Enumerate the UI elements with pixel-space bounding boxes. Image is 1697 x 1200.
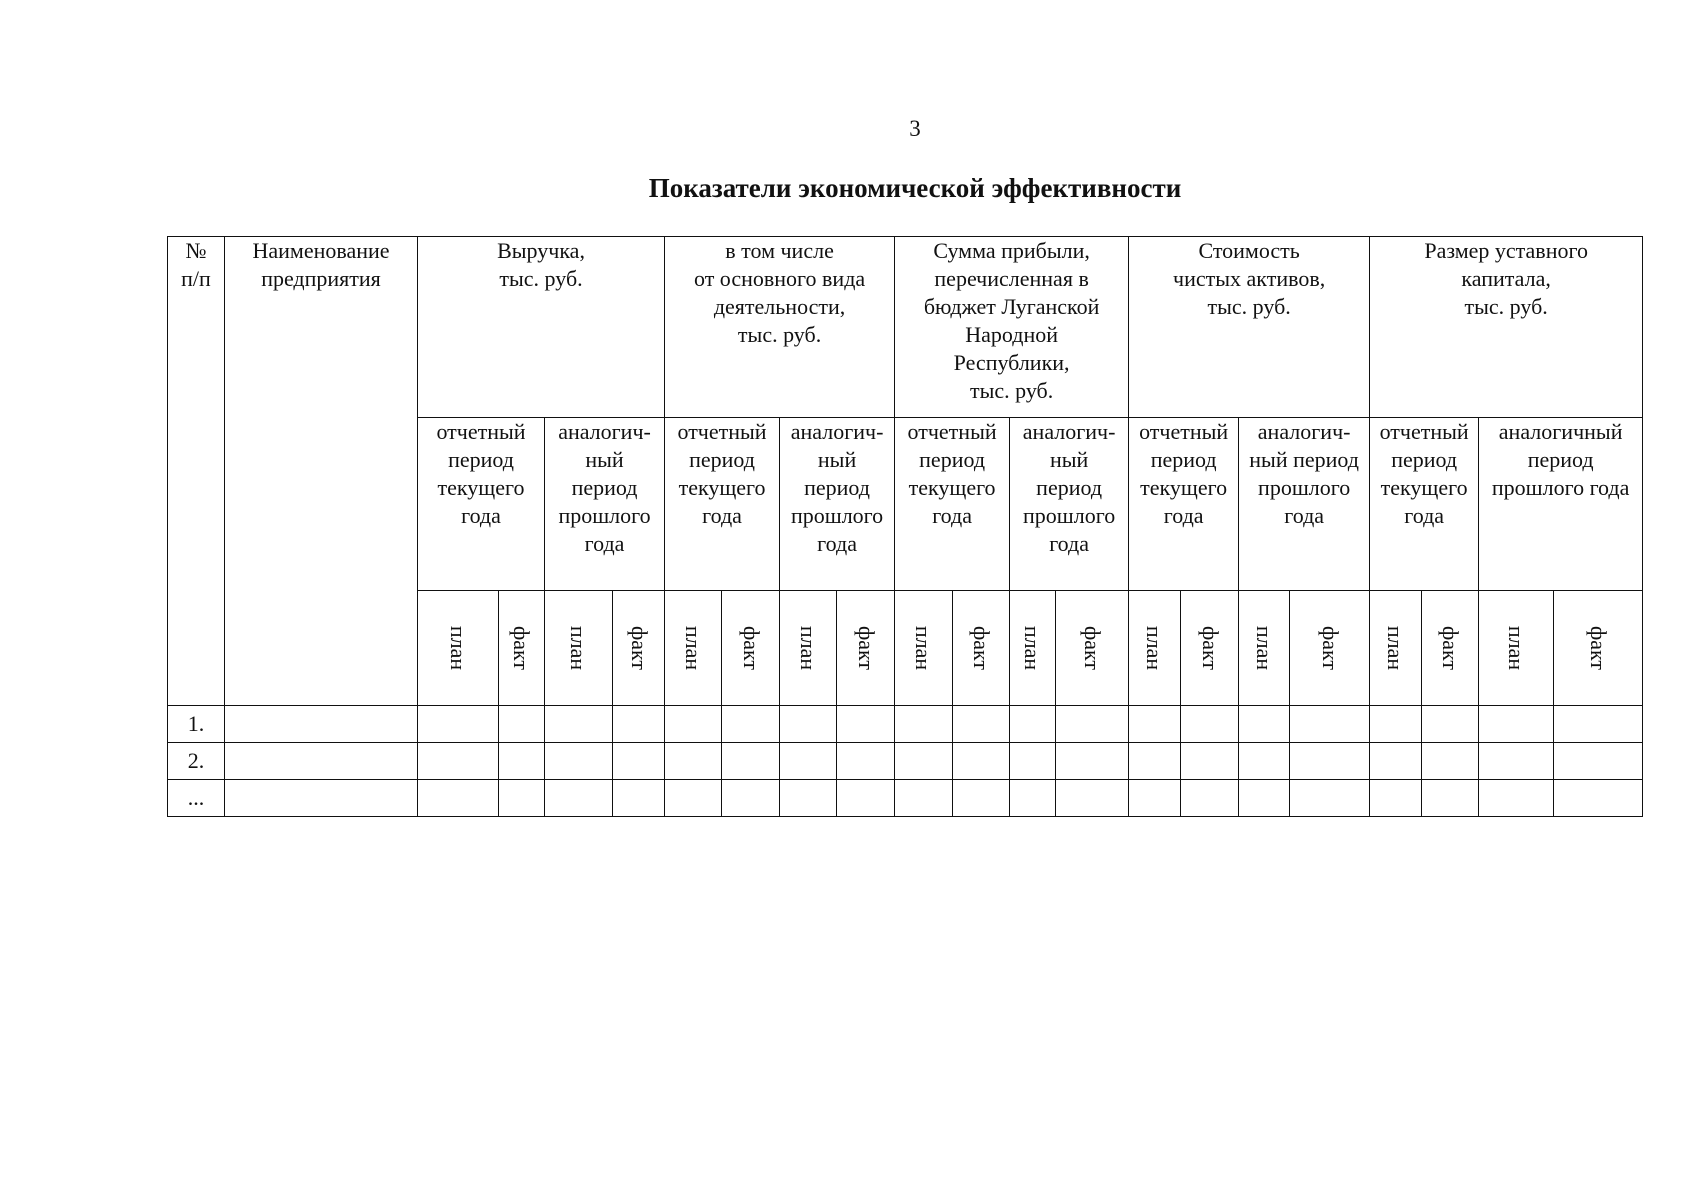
- value-cell: [837, 780, 895, 817]
- fact-label: факт: [969, 625, 995, 671]
- fact-label: факт: [738, 625, 764, 671]
- plan-label: план: [1252, 625, 1278, 671]
- period-header-current: отчетный период текущего года: [1370, 418, 1479, 591]
- period-header-current: отчетный период текущего года: [418, 418, 545, 591]
- value-cell: [499, 706, 545, 743]
- value-cell: [1290, 706, 1370, 743]
- efficiency-table: [167, 236, 1643, 817]
- period-header-current: отчетный период текущего года: [1129, 418, 1239, 591]
- value-cell: [953, 706, 1010, 743]
- value-cell: [665, 780, 722, 817]
- group-header-profit-to-budget: Сумма прибыли, перечисленная в бюджет Луганской Народной Республики, тыс. руб.: [895, 237, 1129, 418]
- value-cell: [1554, 743, 1643, 780]
- value-cell: [895, 780, 953, 817]
- table-row: [168, 706, 1643, 743]
- value-cell: [780, 706, 837, 743]
- value-cell: [1290, 743, 1370, 780]
- fact-label: факт: [1197, 625, 1223, 671]
- value-cell: [722, 780, 780, 817]
- group-header-revenue: Выручка, тыс. руб.: [418, 237, 665, 418]
- value-cell: [1181, 743, 1239, 780]
- value-cell: [1129, 706, 1181, 743]
- plan-header: [545, 591, 613, 706]
- plan-header: [1129, 591, 1181, 706]
- value-cell: [545, 743, 613, 780]
- row-number: 2.: [168, 743, 225, 780]
- plan-label: план: [1383, 625, 1409, 671]
- value-cell: [837, 743, 895, 780]
- plan-label: план: [911, 625, 937, 671]
- fact-header: [1181, 591, 1239, 706]
- value-cell: [613, 743, 665, 780]
- value-cell: [499, 743, 545, 780]
- value-cell: [665, 743, 722, 780]
- group-header-authorized-capital: Размер уставного капитала, тыс. руб.: [1370, 237, 1643, 418]
- plan-header: [665, 591, 722, 706]
- value-cell: [1479, 743, 1554, 780]
- value-cell: [1239, 743, 1290, 780]
- value-cell: [1554, 780, 1643, 817]
- period-header-previous: аналогич- ный период прошлого года: [780, 418, 895, 591]
- fact-header: [1554, 591, 1643, 706]
- fact-label: факт: [853, 625, 879, 671]
- value-cell: [1010, 706, 1056, 743]
- document-title: Показатели экономической эффективности: [648, 173, 1182, 203]
- plan-header: [1239, 591, 1290, 706]
- value-cell: [1290, 780, 1370, 817]
- value-cell: [545, 706, 613, 743]
- value-cell: [1422, 780, 1479, 817]
- value-cell: [613, 706, 665, 743]
- value-cell: [780, 743, 837, 780]
- value-cell: [895, 743, 953, 780]
- value-cell: [1554, 706, 1643, 743]
- group-header-main-activity: в том числе от основного вида деятельности, тыс. руб.: [665, 237, 895, 418]
- value-cell: [1239, 706, 1290, 743]
- fact-label: факт: [1080, 625, 1106, 671]
- value-cell: [1422, 706, 1479, 743]
- plan-header: [1479, 591, 1554, 706]
- value-cell: [499, 780, 545, 817]
- value-cell: [1010, 743, 1056, 780]
- value-cell: [1370, 706, 1422, 743]
- table-body: [168, 706, 1643, 817]
- value-cell: [1010, 780, 1056, 817]
- enterprise-name-cell: [225, 743, 418, 780]
- fact-header: [1422, 591, 1479, 706]
- period-header-previous: аналогич- ный период прошлого года: [545, 418, 665, 591]
- value-cell: [1422, 743, 1479, 780]
- col-header-number: № п/п: [168, 237, 225, 706]
- value-cell: [545, 780, 613, 817]
- plan-label: план: [445, 625, 471, 671]
- enterprise-name-cell: [225, 780, 418, 817]
- fact-label: факт: [626, 625, 652, 671]
- col-header-enterprise-name: Наименование предприятия: [225, 237, 418, 706]
- fact-label: факт: [1438, 625, 1464, 671]
- value-cell: [837, 706, 895, 743]
- value-cell: [953, 743, 1010, 780]
- plan-label: план: [1020, 625, 1046, 671]
- plan-header: [1010, 591, 1056, 706]
- period-header-previous: аналогич- ный период прошлого года: [1239, 418, 1370, 591]
- plan-label: план: [1504, 625, 1530, 671]
- plan-label: план: [681, 625, 707, 671]
- plan-header: [418, 591, 499, 706]
- row-number: 1.: [168, 706, 225, 743]
- plan-header: [1370, 591, 1422, 706]
- value-cell: [722, 743, 780, 780]
- period-header-current: отчетный период текущего года: [665, 418, 780, 591]
- plan-label: план: [1142, 625, 1168, 671]
- value-cell: [1370, 743, 1422, 780]
- value-cell: [1056, 743, 1129, 780]
- period-header-previous: аналогичный период прошлого года: [1479, 418, 1643, 591]
- value-cell: [1479, 706, 1554, 743]
- value-cell: [1056, 706, 1129, 743]
- value-cell: [895, 706, 953, 743]
- table-row: [168, 780, 1643, 817]
- plan-label: план: [566, 625, 592, 671]
- fact-label: факт: [509, 625, 535, 671]
- value-cell: [613, 780, 665, 817]
- value-cell: [1056, 780, 1129, 817]
- value-cell: [1129, 743, 1181, 780]
- group-header-net-assets: Стоимость чистых активов, тыс. руб.: [1129, 237, 1370, 418]
- value-cell: [665, 706, 722, 743]
- plan-label: план: [796, 625, 822, 671]
- page-number: 3: [909, 116, 921, 141]
- value-cell: [1239, 780, 1290, 817]
- value-cell: [722, 706, 780, 743]
- value-cell: [1370, 780, 1422, 817]
- row-number: ...: [168, 780, 225, 817]
- period-header-previous: аналогич- ный период прошлого года: [1010, 418, 1129, 591]
- value-cell: [953, 780, 1010, 817]
- value-cell: [1181, 706, 1239, 743]
- value-cell: [418, 780, 499, 817]
- period-header-current: отчетный период текущего года: [895, 418, 1010, 591]
- fact-header: [837, 591, 895, 706]
- value-cell: [1129, 780, 1181, 817]
- value-cell: [1181, 780, 1239, 817]
- plan-header: [895, 591, 953, 706]
- value-cell: [418, 743, 499, 780]
- value-cell: [780, 780, 837, 817]
- fact-header: [499, 591, 545, 706]
- enterprise-name-cell: [225, 706, 418, 743]
- fact-header: [1056, 591, 1129, 706]
- fact-header: [722, 591, 780, 706]
- fact-label: факт: [1586, 625, 1612, 671]
- fact-header: [1290, 591, 1370, 706]
- plan-header: [780, 591, 837, 706]
- fact-label: факт: [1317, 625, 1343, 671]
- value-cell: [1479, 780, 1554, 817]
- fact-header: [953, 591, 1010, 706]
- fact-header: [613, 591, 665, 706]
- table-row: [168, 743, 1643, 780]
- value-cell: [418, 706, 499, 743]
